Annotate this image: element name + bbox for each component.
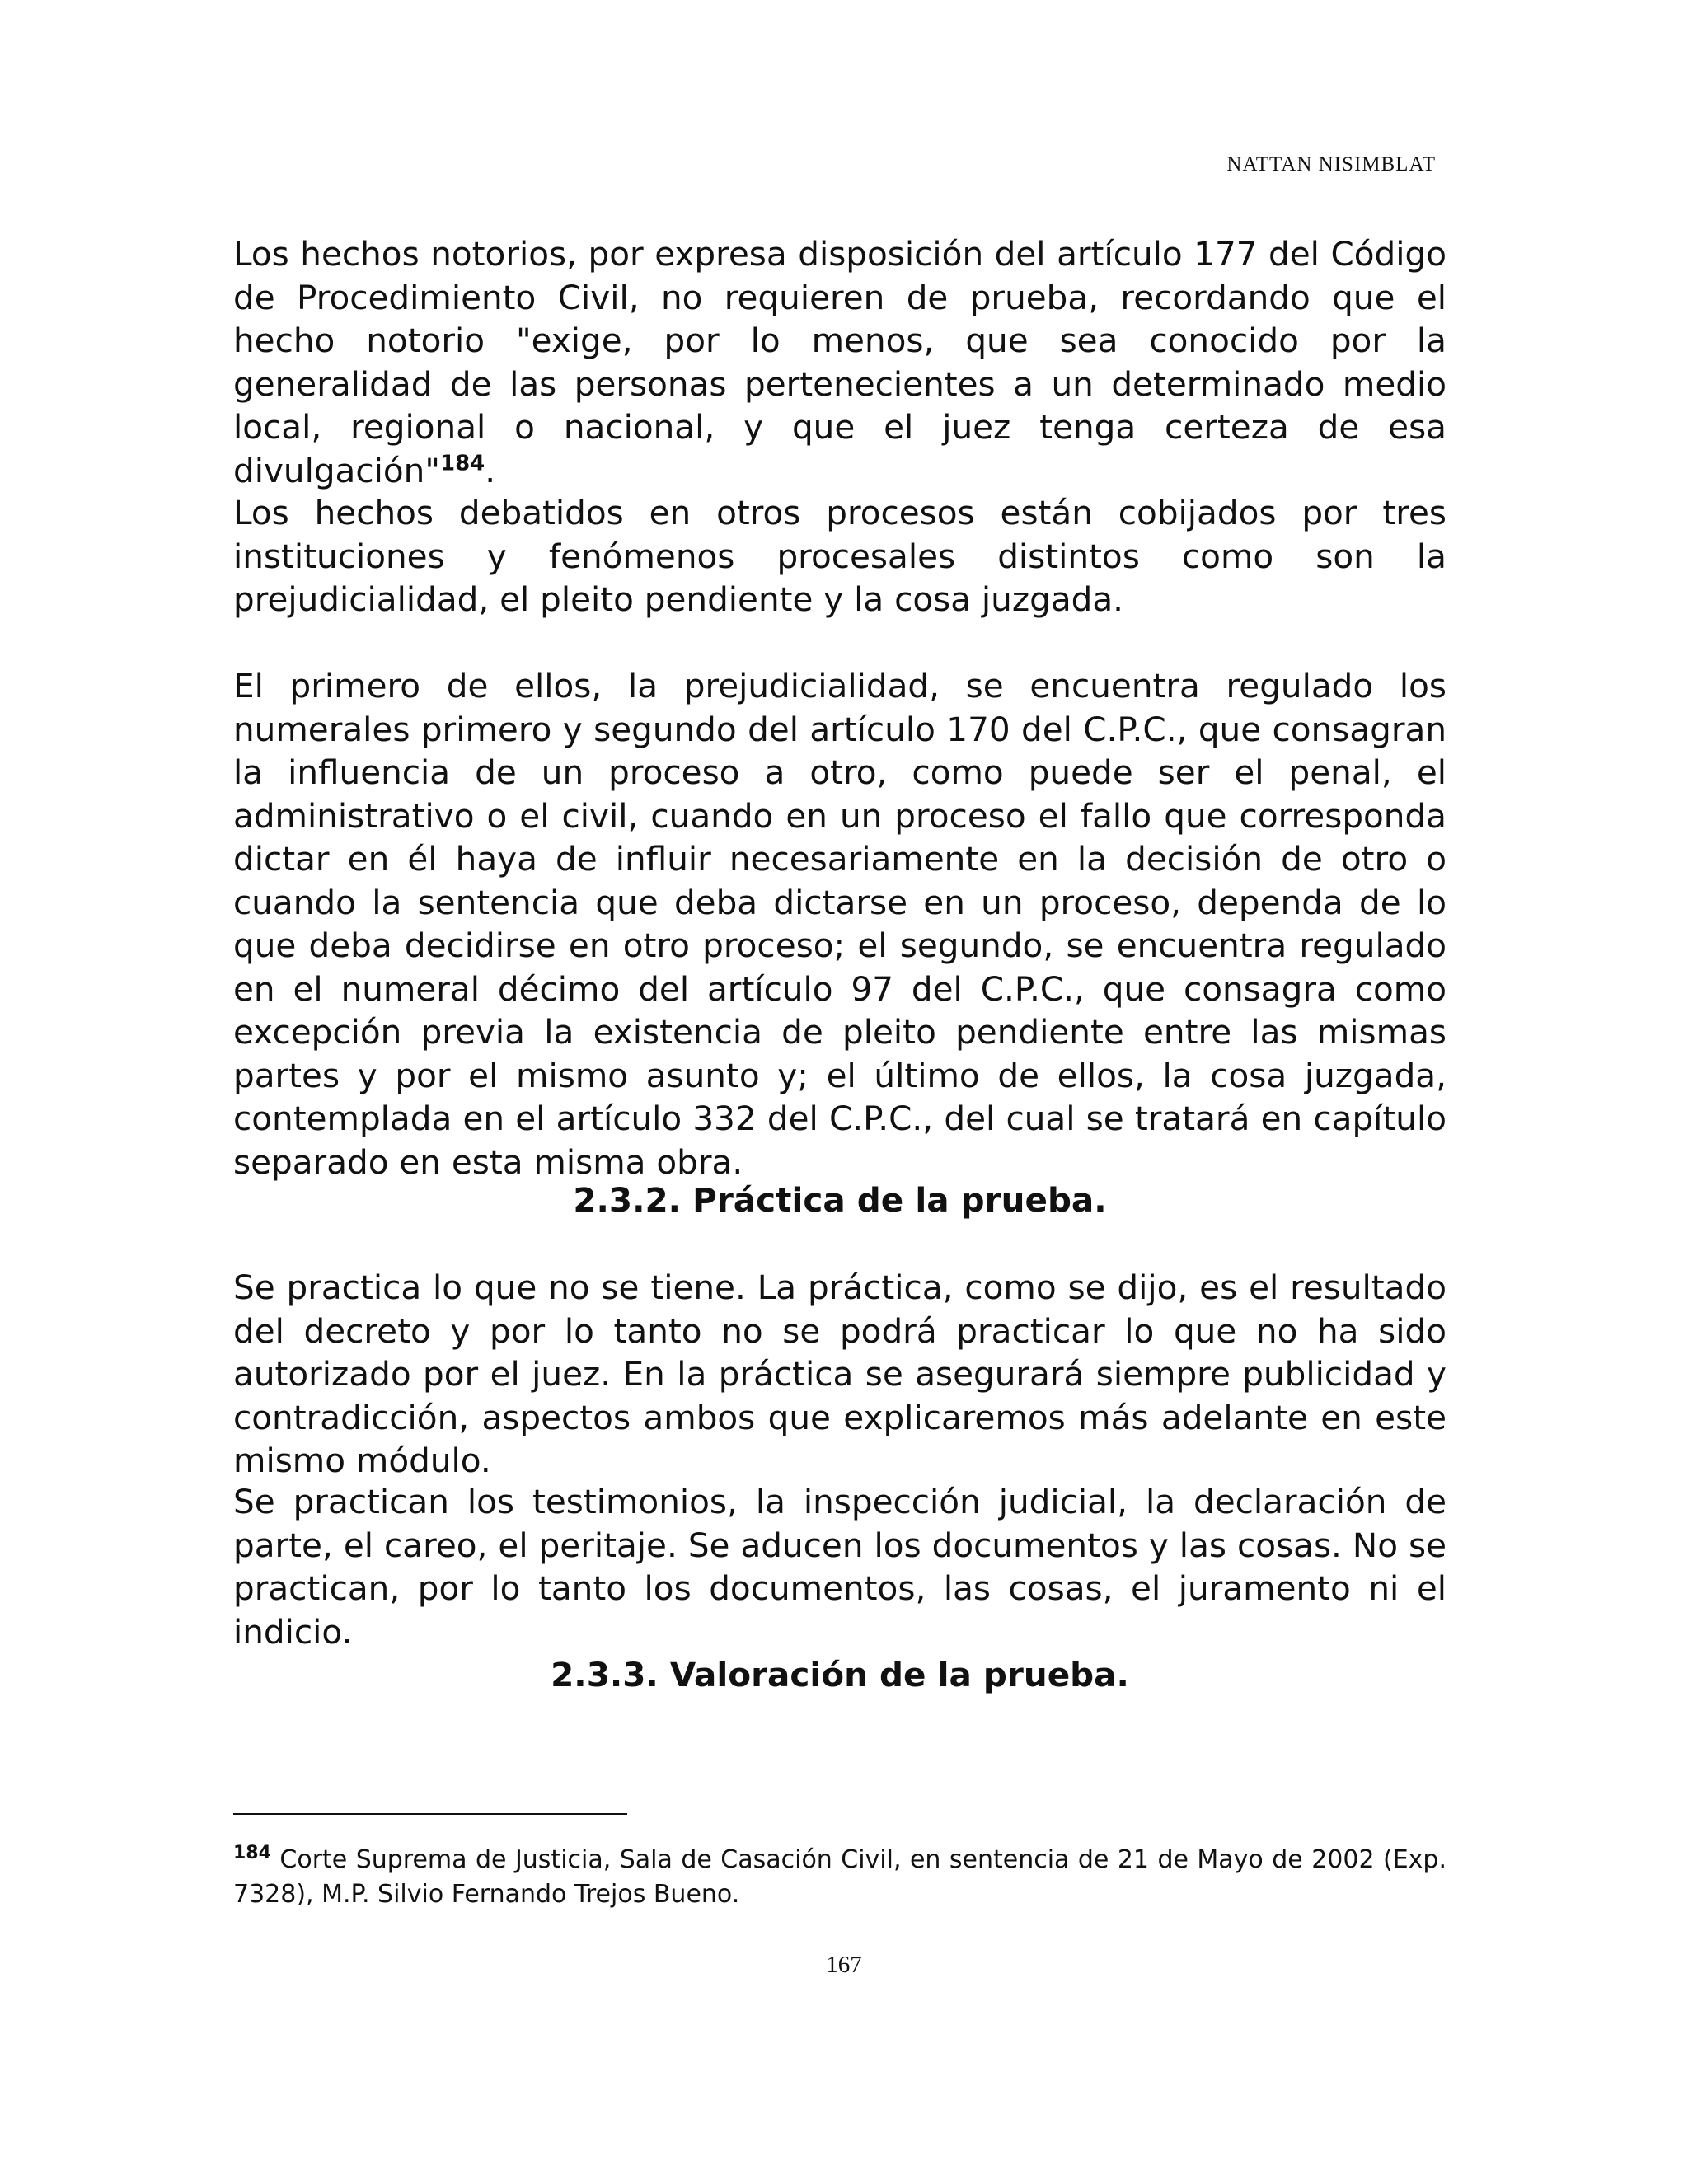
paragraph-hechos-notorios xyxy=(233,232,1447,492)
sentence-period: . xyxy=(485,450,496,490)
running-header: NATTAN NISIMBLAT xyxy=(1226,153,1436,176)
footnote-number: 184 xyxy=(233,1843,271,1863)
footnote-184 xyxy=(233,1843,1447,1912)
footnote-text: Corte Suprema de Justicia, Sala de Casación Civil, en sentencia de 21 de Mayo de 2002 (Exp. 7328), M.P. Silvio Fernando Trejos Bueno. xyxy=(233,1845,1447,1909)
paragraph-hechos-debatidos: Los hechos debatidos en otros procesos están cobijados por tres instituciones y fenómenos procesales distintos como son la prejudicialidad, el pleito pendiente y la cosa juzgada. xyxy=(233,493,1447,619)
section-heading-valoracion: 2.3.3. Valoración de la prueba. xyxy=(551,1655,1129,1694)
footnote-separator xyxy=(233,1813,627,1815)
paragraph-testimonios: Se practican los testimonios, la inspección judicial, la declaración de parte, el careo, el peritaje. Se aducen los documentos y las cosas. No se practican, por lo tanto los documentos, las cosas, el juramento ni el indicio. xyxy=(233,1482,1447,1652)
paragraph-text: Los hechos notorios, por expresa disposición del artículo 177 del Código de Procedimiento Civil, no requieren de prueba, recordando que el hecho notorio "exige, por lo menos, que sea conocido por la generalidad de las personas pertenecientes a un determinado medio local, regional o nacional, y que el juez tenga certeza de esa divulgación" xyxy=(233,234,1447,490)
footnote-reference: 184 xyxy=(439,451,485,476)
page-number: 167 xyxy=(826,1952,862,1978)
paragraph-prejudicialidad: El primero de ellos, la prejudicialidad, se encuentra regulado los numerales primero y segundo del artículo 170 del C.P.C., que consagran la influencia de un proceso a otro, como puede ser el penal, el administrativo o el civil, cuando en un proceso el fallo que corresponda dictar en él haya de influir necesariamente en la decisión de otro o cuando la sentencia que deba dictarse en un proceso, dependa de lo que deba decidirse en otro proceso; el segundo, se encuentra regulado en el numeral décimo del artículo 97 del C.P.C., que consagra como excepción previa la existencia de pleito pendiente entre las mismas partes y por el mismo asunto y; el último de ellos, la cosa juzgada, contemplada en el artículo 332 del C.P.C., del cual se tratará en capítulo separado en esta misma obra. xyxy=(233,666,1447,1182)
section-heading-practica: 2.3.2. Práctica de la prueba. xyxy=(573,1180,1107,1220)
paragraph-practica: Se practica lo que no se tiene. La práctica, como se dijo, es el resultado del decreto y por lo tanto no se podrá practicar lo que no ha sido autorizado por el juez. En la práctica se asegurará siempre publicidad y contradicción, aspectos ambos que explicaremos más adelante en este mismo módulo. xyxy=(233,1268,1447,1480)
